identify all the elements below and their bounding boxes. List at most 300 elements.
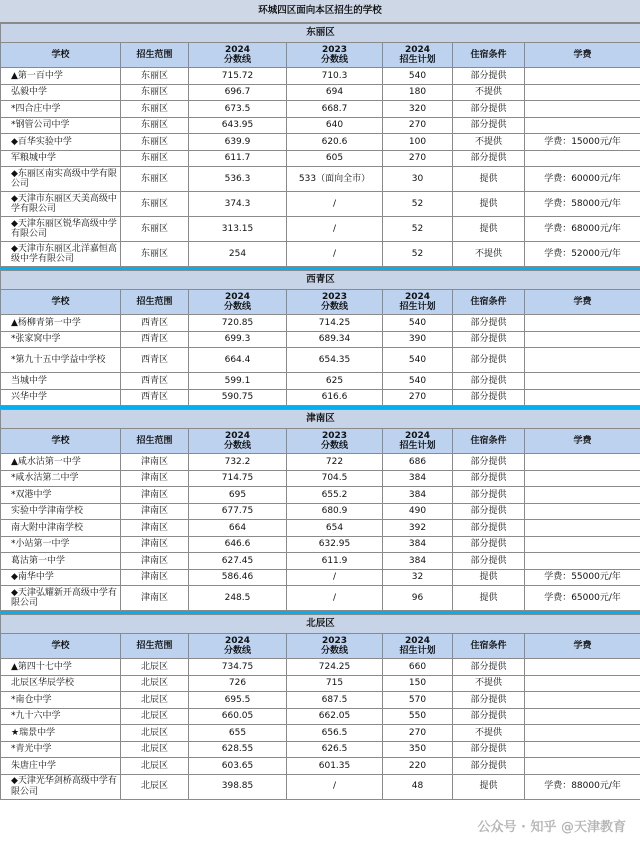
header-fee: 学费	[525, 290, 640, 315]
enroll-range: 东丽区	[121, 150, 189, 167]
table-header	[1, 290, 640, 315]
header-fee: 学费	[525, 43, 640, 68]
school-name: *张家窝中学	[1, 331, 121, 348]
enroll-range: 津南区	[121, 454, 189, 471]
tuition	[525, 741, 640, 758]
housing: 提供	[453, 774, 525, 799]
enroll-range: 津南区	[121, 586, 189, 611]
enroll-range: 东丽区	[121, 68, 189, 85]
table-row	[1, 315, 640, 332]
school-name: 军粮城中学	[1, 150, 121, 167]
table-row	[1, 758, 640, 775]
school-name: 实验中学津南学校	[1, 503, 121, 520]
enroll-range: 津南区	[121, 470, 189, 487]
school-name: *第九十五中学益中学校	[1, 348, 121, 373]
score-2023: 632.95	[287, 536, 383, 553]
plan-2024: 540	[383, 315, 453, 332]
enroll-range: 东丽区	[121, 167, 189, 192]
school-name: *四合庄中学	[1, 101, 121, 118]
tuition	[525, 331, 640, 348]
header-plan-2024-line: 2024	[404, 430, 431, 441]
tuition	[525, 725, 640, 742]
tuition: 学费：68000元/年	[525, 217, 640, 242]
table-row	[1, 331, 640, 348]
header-plan-2024	[383, 43, 453, 68]
score-2023: 655.2	[287, 487, 383, 504]
school-name: ◆天津弘耀新开高级中学有限公司	[1, 586, 121, 611]
header-score-2024-line: 分数线	[223, 55, 251, 65]
tuition	[525, 117, 640, 134]
table-row	[1, 774, 640, 799]
school-name: *小站第一中学	[1, 536, 121, 553]
header-score-2024	[189, 43, 287, 68]
header-score-2024-line: 2024	[224, 44, 251, 55]
tuition	[525, 520, 640, 537]
school-name: ★瑞景中学	[1, 725, 121, 742]
score-2023: 626.5	[287, 741, 383, 758]
score-2023: 689.34	[287, 331, 383, 348]
score-2024: 696.7	[189, 84, 287, 101]
district-name: 北辰区	[1, 615, 640, 634]
tuition	[525, 553, 640, 570]
score-2023: 533（面向全市）	[287, 167, 383, 192]
score-2024: 673.5	[189, 101, 287, 118]
score-2024: 586.46	[189, 569, 287, 586]
score-2023: 714.25	[287, 315, 383, 332]
score-2024: 699.3	[189, 331, 287, 348]
score-2023: 694	[287, 84, 383, 101]
table-row	[1, 117, 640, 134]
tuition	[525, 758, 640, 775]
score-2024: 643.95	[189, 117, 287, 134]
school-name: 朱唐庄中学	[1, 758, 121, 775]
enroll-range: 津南区	[121, 536, 189, 553]
header-plan-2024-line: 2024	[404, 635, 431, 646]
enroll-range: 北辰区	[121, 659, 189, 676]
housing: 部分提供	[453, 503, 525, 520]
plan-2024: 52	[383, 217, 453, 242]
score-2023: 616.6	[287, 389, 383, 406]
score-2023: 704.5	[287, 470, 383, 487]
enroll-range: 东丽区	[121, 134, 189, 151]
score-2024: 677.75	[189, 503, 287, 520]
plan-2024: 96	[383, 586, 453, 611]
district-table	[0, 270, 640, 406]
table-row	[1, 586, 640, 611]
header-score-2023-line: 分数线	[320, 55, 348, 65]
score-2024: 590.75	[189, 389, 287, 406]
housing: 部分提供	[453, 708, 525, 725]
tuition	[525, 675, 640, 692]
header-housing: 住宿条件	[453, 290, 525, 315]
score-2024: 639.9	[189, 134, 287, 151]
plan-2024: 150	[383, 675, 453, 692]
enroll-range: 东丽区	[121, 101, 189, 118]
district-sections	[0, 23, 640, 800]
enroll-range: 西青区	[121, 389, 189, 406]
score-2024: 254	[189, 242, 287, 267]
table-row	[1, 242, 640, 267]
tuition	[525, 487, 640, 504]
school-name: 南大附中津南学校	[1, 520, 121, 537]
score-2023: 654	[287, 520, 383, 537]
score-2024: 398.85	[189, 774, 287, 799]
table-row	[1, 68, 640, 85]
header-score-2023-line: 2023	[321, 44, 348, 55]
plan-2024: 384	[383, 553, 453, 570]
school-name: *南仓中学	[1, 692, 121, 709]
plan-2024: 48	[383, 774, 453, 799]
enroll-range: 西青区	[121, 348, 189, 373]
page-title: 环城四区面向本区招生的学校	[0, 0, 640, 23]
score-2024: 715.72	[189, 68, 287, 85]
housing: 部分提供	[453, 659, 525, 676]
housing: 不提供	[453, 84, 525, 101]
score-2023: 611.9	[287, 553, 383, 570]
header-score-2024-line: 2024	[224, 291, 251, 302]
table-row	[1, 150, 640, 167]
plan-2024: 570	[383, 692, 453, 709]
plan-2024: 270	[383, 725, 453, 742]
header-score-2024	[189, 429, 287, 454]
header-score-2023	[287, 634, 383, 659]
school-name: 北辰区华辰学校	[1, 675, 121, 692]
plan-2024: 384	[383, 536, 453, 553]
score-2023: 715	[287, 675, 383, 692]
table-row	[1, 84, 640, 101]
table-row	[1, 192, 640, 217]
score-2023: 687.5	[287, 692, 383, 709]
enroll-range: 北辰区	[121, 741, 189, 758]
school-name: 兴华中学	[1, 389, 121, 406]
score-2024: 695	[189, 487, 287, 504]
table-row	[1, 454, 640, 471]
tuition: 学费：55000元/年	[525, 569, 640, 586]
header-plan-2024	[383, 429, 453, 454]
header-fee: 学费	[525, 429, 640, 454]
score-2024: 714.75	[189, 470, 287, 487]
table-header	[1, 634, 640, 659]
tuition	[525, 68, 640, 85]
header-score-2024-line: 2024	[224, 430, 251, 441]
score-2024: 628.55	[189, 741, 287, 758]
score-2023: 654.35	[287, 348, 383, 373]
tuition: 学费：58000元/年	[525, 192, 640, 217]
score-2024: 627.45	[189, 553, 287, 570]
plan-2024: 320	[383, 101, 453, 118]
score-2024: 248.5	[189, 586, 287, 611]
tuition	[525, 503, 640, 520]
table-row	[1, 134, 640, 151]
plan-2024: 660	[383, 659, 453, 676]
header-score-2023-line: 2023	[321, 430, 348, 441]
score-2023: /	[287, 586, 383, 611]
score-2023: /	[287, 192, 383, 217]
housing: 部分提供	[453, 68, 525, 85]
header-plan-2024-line: 2024	[404, 44, 431, 55]
plan-2024: 270	[383, 389, 453, 406]
housing: 部分提供	[453, 373, 525, 390]
table-row	[1, 389, 640, 406]
school-name: *钢管公司中学	[1, 117, 121, 134]
school-name: *九十六中学	[1, 708, 121, 725]
score-2023: 601.35	[287, 758, 383, 775]
header-plan-2024-line: 招生计划	[399, 302, 436, 312]
header-school: 学校	[1, 634, 121, 659]
school-name: ◆南华中学	[1, 569, 121, 586]
plan-2024: 392	[383, 520, 453, 537]
school-name: ▲咸水沽第一中学	[1, 454, 121, 471]
housing: 部分提供	[453, 348, 525, 373]
table-row	[1, 553, 640, 570]
enroll-range: 北辰区	[121, 774, 189, 799]
score-2024: 734.75	[189, 659, 287, 676]
header-score-2023	[287, 290, 383, 315]
enroll-range: 北辰区	[121, 692, 189, 709]
header-school: 学校	[1, 290, 121, 315]
school-name: 葛沽第一中学	[1, 553, 121, 570]
table-row	[1, 167, 640, 192]
plan-2024: 384	[383, 487, 453, 504]
table-row	[1, 675, 640, 692]
housing: 提供	[453, 167, 525, 192]
tuition	[525, 659, 640, 676]
table-row	[1, 101, 640, 118]
table-row	[1, 487, 640, 504]
score-2024: 611.7	[189, 150, 287, 167]
header-range: 招生范围	[121, 290, 189, 315]
score-2024: 664.4	[189, 348, 287, 373]
school-name: ◆天津市东丽区天美高级中学有限公司	[1, 192, 121, 217]
header-school: 学校	[1, 43, 121, 68]
tuition	[525, 150, 640, 167]
score-2024: 603.65	[189, 758, 287, 775]
school-name: 弘毅中学	[1, 84, 121, 101]
housing: 部分提供	[453, 117, 525, 134]
tuition: 学费：60000元/年	[525, 167, 640, 192]
header-score-2023-line: 分数线	[320, 302, 348, 312]
table-row	[1, 217, 640, 242]
enroll-range: 东丽区	[121, 192, 189, 217]
enroll-range: 津南区	[121, 487, 189, 504]
tuition	[525, 692, 640, 709]
enroll-range: 北辰区	[121, 675, 189, 692]
plan-2024: 32	[383, 569, 453, 586]
header-range: 招生范围	[121, 634, 189, 659]
score-2023: /	[287, 569, 383, 586]
header-plan-2024	[383, 634, 453, 659]
enroll-range: 北辰区	[121, 725, 189, 742]
header-score-2024-line: 分数线	[223, 302, 251, 312]
score-2024: 660.05	[189, 708, 287, 725]
table-row	[1, 470, 640, 487]
plan-2024: 490	[383, 503, 453, 520]
header-score-2023	[287, 429, 383, 454]
housing: 提供	[453, 192, 525, 217]
housing: 部分提供	[453, 536, 525, 553]
tuition	[525, 454, 640, 471]
score-2023: /	[287, 242, 383, 267]
table-row	[1, 659, 640, 676]
plan-2024: 540	[383, 373, 453, 390]
plan-2024: 350	[383, 741, 453, 758]
plan-2024: 220	[383, 758, 453, 775]
district-table	[0, 23, 640, 267]
tuition	[525, 101, 640, 118]
tuition: 学费：65000元/年	[525, 586, 640, 611]
header-school: 学校	[1, 429, 121, 454]
header-score-2023-line: 分数线	[320, 646, 348, 656]
score-2024: 655	[189, 725, 287, 742]
district-name: 东丽区	[1, 24, 640, 43]
score-2024: 374.3	[189, 192, 287, 217]
housing: 部分提供	[453, 150, 525, 167]
table-row	[1, 536, 640, 553]
score-2024: 695.5	[189, 692, 287, 709]
score-2023: 668.7	[287, 101, 383, 118]
table-header	[1, 429, 640, 454]
table-row	[1, 503, 640, 520]
enroll-range: 北辰区	[121, 708, 189, 725]
tuition	[525, 348, 640, 373]
score-2023: /	[287, 774, 383, 799]
plan-2024: 270	[383, 150, 453, 167]
header-fee: 学费	[525, 634, 640, 659]
score-2024: 664	[189, 520, 287, 537]
housing: 部分提供	[453, 741, 525, 758]
score-2023: 724.25	[287, 659, 383, 676]
school-name: *咸水沽第二中学	[1, 470, 121, 487]
header-score-2023	[287, 43, 383, 68]
school-name: ◆天津光华剑桥高级中学有限公司	[1, 774, 121, 799]
housing: 部分提供	[453, 331, 525, 348]
header-score-2024	[189, 290, 287, 315]
table-row	[1, 348, 640, 373]
housing: 部分提供	[453, 389, 525, 406]
enroll-range: 东丽区	[121, 84, 189, 101]
header-score-2023-line: 2023	[321, 291, 348, 302]
score-2024: 313.15	[189, 217, 287, 242]
score-2024: 732.2	[189, 454, 287, 471]
header-score-2024-line: 2024	[224, 635, 251, 646]
score-2024: 720.85	[189, 315, 287, 332]
school-name: ◆天津东丽区锐华高级中学有限公司	[1, 217, 121, 242]
score-2024: 726	[189, 675, 287, 692]
score-2023: 710.3	[287, 68, 383, 85]
header-range: 招生范围	[121, 429, 189, 454]
table-row	[1, 520, 640, 537]
tuition	[525, 389, 640, 406]
plan-2024: 686	[383, 454, 453, 471]
score-2023: 620.6	[287, 134, 383, 151]
housing: 部分提供	[453, 454, 525, 471]
plan-2024: 540	[383, 348, 453, 373]
housing: 不提供	[453, 242, 525, 267]
tuition: 学费：15000元/年	[525, 134, 640, 151]
tuition	[525, 315, 640, 332]
enroll-range: 西青区	[121, 331, 189, 348]
housing: 不提供	[453, 725, 525, 742]
district-name: 津南区	[1, 410, 640, 429]
score-2024: 599.1	[189, 373, 287, 390]
school-name: ▲杨柳青第一中学	[1, 315, 121, 332]
housing: 不提供	[453, 675, 525, 692]
housing: 部分提供	[453, 758, 525, 775]
score-2023: 625	[287, 373, 383, 390]
enroll-range: 东丽区	[121, 242, 189, 267]
plan-2024: 540	[383, 68, 453, 85]
enroll-range: 东丽区	[121, 217, 189, 242]
header-score-2024-line: 分数线	[223, 646, 251, 656]
plan-2024: 270	[383, 117, 453, 134]
housing: 部分提供	[453, 487, 525, 504]
enroll-range: 西青区	[121, 373, 189, 390]
header-plan-2024	[383, 290, 453, 315]
enroll-range: 津南区	[121, 520, 189, 537]
header-range: 招生范围	[121, 43, 189, 68]
housing: 不提供	[453, 134, 525, 151]
plan-2024: 390	[383, 331, 453, 348]
header-plan-2024-line: 招生计划	[399, 646, 436, 656]
tuition: 学费：88000元/年	[525, 774, 640, 799]
plan-2024: 384	[383, 470, 453, 487]
school-name: ▲第一百中学	[1, 68, 121, 85]
plan-2024: 52	[383, 192, 453, 217]
enroll-range: 北辰区	[121, 758, 189, 775]
school-name: *青光中学	[1, 741, 121, 758]
score-2023: 662.05	[287, 708, 383, 725]
header-plan-2024-line: 招生计划	[399, 55, 436, 65]
header-score-2024	[189, 634, 287, 659]
header-score-2023-line: 分数线	[320, 441, 348, 451]
header-score-2023-line: 2023	[321, 635, 348, 646]
district-name: 西青区	[1, 271, 640, 290]
housing: 提供	[453, 569, 525, 586]
header-housing: 住宿条件	[453, 429, 525, 454]
school-name: *双港中学	[1, 487, 121, 504]
plan-2024: 550	[383, 708, 453, 725]
school-name: 当城中学	[1, 373, 121, 390]
score-2023: /	[287, 217, 383, 242]
housing: 提供	[453, 586, 525, 611]
housing: 部分提供	[453, 553, 525, 570]
enroll-range: 津南区	[121, 503, 189, 520]
enroll-range: 东丽区	[121, 117, 189, 134]
header-plan-2024-line: 招生计划	[399, 441, 436, 451]
enroll-range: 津南区	[121, 569, 189, 586]
table-row	[1, 373, 640, 390]
school-name: ◆百华实验中学	[1, 134, 121, 151]
school-name: ◆东丽区南实高级中学有限公司	[1, 167, 121, 192]
plan-2024: 100	[383, 134, 453, 151]
score-2023: 656.5	[287, 725, 383, 742]
table-header	[1, 43, 640, 68]
housing: 部分提供	[453, 470, 525, 487]
table-row	[1, 569, 640, 586]
school-name: ▲第四十七中学	[1, 659, 121, 676]
score-2023: 722	[287, 454, 383, 471]
housing: 部分提供	[453, 315, 525, 332]
header-housing: 住宿条件	[453, 43, 525, 68]
plan-2024: 52	[383, 242, 453, 267]
tuition: 学费：52000元/年	[525, 242, 640, 267]
header-plan-2024-line: 2024	[404, 291, 431, 302]
score-2024: 536.3	[189, 167, 287, 192]
table-row	[1, 692, 640, 709]
tuition	[525, 708, 640, 725]
tuition	[525, 536, 640, 553]
school-name: ◆天津市东丽区北洋嘉恒高级中学有限公司	[1, 242, 121, 267]
